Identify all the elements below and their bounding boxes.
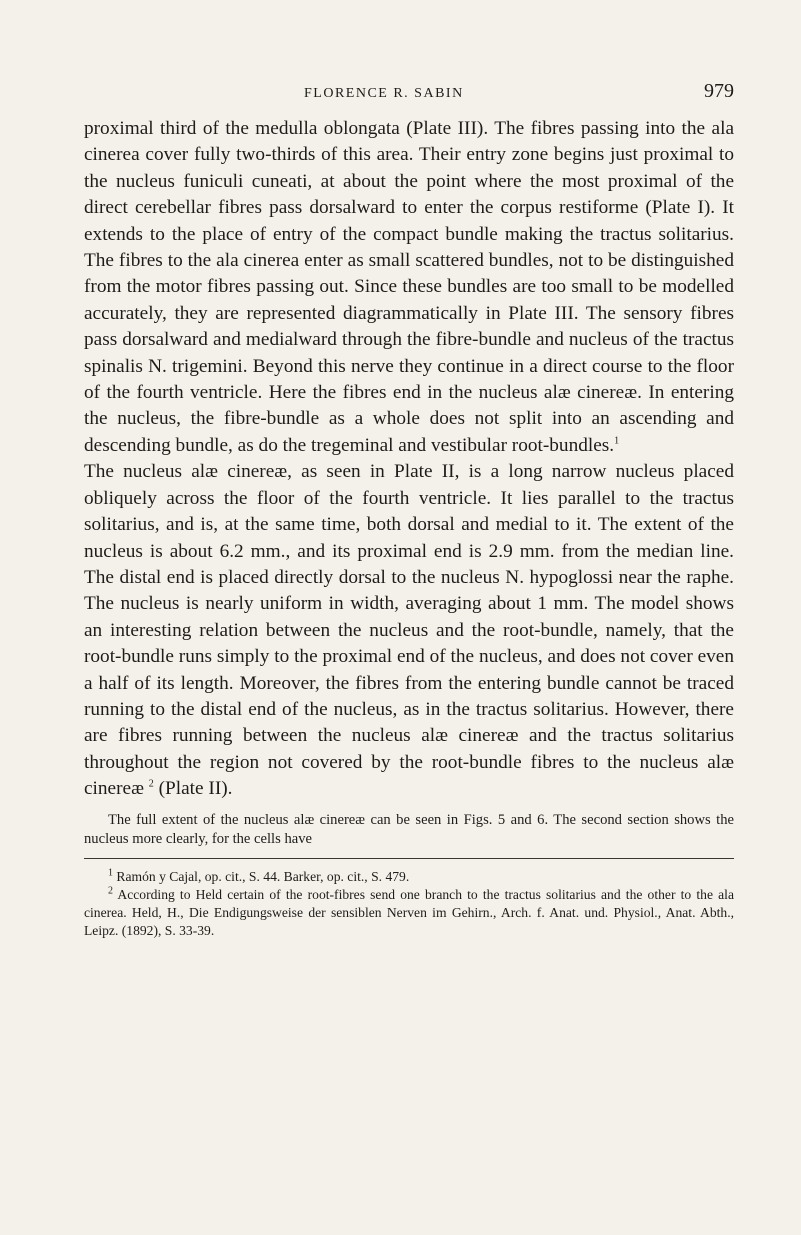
- footnote-1-text: Ramón y Cajal, op. cit., S. 44. Barker, op. cit., S. 479.: [116, 868, 410, 884]
- footnote-2-mark: 2: [108, 885, 113, 897]
- footnote-2: [84, 886, 734, 940]
- footnote-divider: [84, 858, 734, 859]
- footnote-ref-1: 1: [614, 435, 620, 447]
- running-head: [84, 80, 734, 116]
- page-number: 979: [704, 80, 734, 102]
- footnote-1: [84, 868, 734, 886]
- running-head-author: FLORENCE R. SABIN: [304, 86, 464, 101]
- page: [84, 80, 734, 940]
- paragraph-2-text: The nucleus alæ cinereæ, as seen in Plate II, is a long narrow nucleus placed obliquely across the floor of the fourth ventricle. It lies parallel to the tractus solitarius, and is, at the same time, both dorsal and medial to it. The extent of the nucleus is about 6.2 mm., and its proximal end is 2.9 mm. from the median line. The distal end is placed directly dorsal to the nucleus N. hypoglossi near the raphe. The nucleus is nearly uniform in width, averaging about 1 mm. The model shows an interesting relation between the nucleus and the root-bundle, namely, that the root-bundle runs simply to the proximal end of the nucleus, and does not cover even a half of its length. Moreover, the fibres from the entering bundle cannot be traced running to the distal end of the nucleus, as in the tractus solitarius. However, there are fibres running between the nucleus alæ cinereæ and the tractus solitarius throughout the region not covered by the root-bundle fibres to the nucleus alæ cinereæ: [84, 461, 734, 800]
- paragraph-1-text: proximal third of the medulla oblongata (Plate III). The fibres passing into the ala cinerea cover fully two-thirds of this area. Their entry zone begins just proximal to the nucleus funiculi cuneati, at about the point where the most proximal of the direct cerebellar fibres pass dorsalward to enter the corpus restiforme (Plate I). It extends to the place of entry of the compact bundle making the tractus solitarius. The fibres to the ala cinerea enter as small scattered bundles, not to be distinguished from the motor fibres passing out. Since these bundles are too small to be modelled accurately, they are represented diagrammatically in Plate III. The sensory fibres pass dorsalward and medialward through the fibre-bundle and nucleus of the tractus spinalis N. trigemini. Beyond this nerve they continue in a direct course to the floor of the fourth ventricle. Here the fibres end in the nucleus alæ cinereæ. In entering the nucleus, the fibre-bundle as a whole does not split into an ascending and descending bundle, as do the tregeminal and vestibular root-bundles.: [84, 118, 734, 456]
- paragraph-2-tail: (Plate II).: [158, 778, 233, 800]
- footnote-ref-2: 2: [148, 778, 154, 790]
- footnote-2-text: According to Held certain of the root-fibres send one branch to the tractus solitarius and the other to the ala cinerea. Held, H., Die Endigungsweise der sensiblen Nerven im Gehirn., Arch. f. Anat. und. Physiol., Anat. Abth., Leipz. (1892), S. 33-39.: [84, 886, 734, 938]
- footnote-1-mark: 1: [108, 867, 113, 879]
- small-print-paragraph: The full extent of the nucleus alæ cinereæ can be seen in Figs. 5 and 6. The second section shows the nucleus more clearly, for the cells have: [84, 811, 734, 847]
- body-paragraph-2: [84, 459, 734, 802]
- body-paragraph-1: [84, 116, 734, 459]
